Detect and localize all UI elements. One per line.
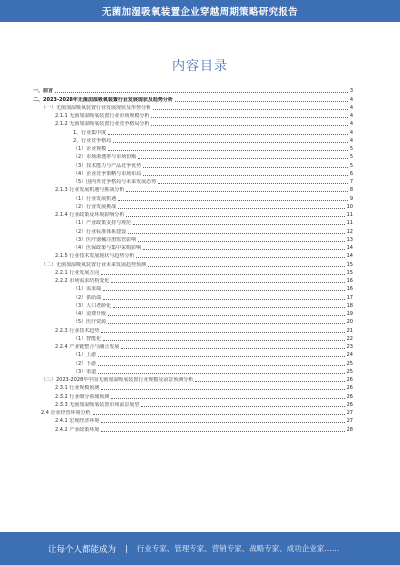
toc-entry-page: 14 (346, 253, 353, 260)
toc-leader-dots (138, 237, 344, 242)
toc-entry[interactable] (33, 103, 353, 111)
toc-entry-page: 27 (346, 418, 353, 425)
toc-entry-page: 27 (346, 410, 353, 416)
toc-entry-page: 8 (349, 187, 353, 194)
toc-entry-page: 26 (346, 385, 353, 392)
toc-entry-label: 2.2.4 产业链整合与融合发展 (55, 344, 120, 350)
toc-leader-dots (143, 245, 344, 250)
toc-entry-page: 15 (346, 269, 353, 276)
toc-entry-label: 2.2.1 行业发展方向 (55, 269, 100, 276)
toc-entry[interactable] (33, 86, 353, 94)
toc-leader-dots (126, 187, 347, 192)
toc-entry-page: 25 (346, 360, 353, 367)
toc-entry[interactable] (33, 334, 353, 342)
toc-entry-page: 4 (349, 121, 353, 128)
toc-entry-page: 4 (349, 129, 353, 136)
toc-leader-dots (111, 394, 344, 399)
toc-entry[interactable] (33, 367, 353, 375)
toc-entry[interactable] (33, 424, 353, 432)
toc-entry-label: 一、前言 (33, 88, 54, 95)
toc-entry-page: 17 (346, 294, 353, 301)
toc-entry[interactable] (33, 301, 353, 309)
toc-entry-label: 2.3.1 行业规模预测 (55, 385, 100, 392)
toc-entry-page: 9 (349, 195, 353, 202)
toc-entry-page: 15 (346, 261, 353, 268)
toc-entry-label: 2.1.3 行业发展机遇与挑战分析 (55, 187, 125, 194)
toc-entry[interactable] (33, 325, 353, 333)
toc-entry-label: （二）无菌加湿吸氧装置行业未来发展趋势预测 (41, 261, 147, 268)
toc-entry-label: 2.1.1 无菌加湿吸氧装置行业市场规模分析 (55, 113, 150, 119)
page-footer (0, 532, 400, 565)
toc-entry[interactable] (33, 243, 353, 251)
toc-entry-label: （2）市场渗透率与市场份额 (73, 154, 137, 161)
toc-entry[interactable] (33, 210, 353, 218)
toc-leader-dots (111, 278, 344, 283)
toc-entry-page: 21 (346, 327, 353, 334)
toc-leader-dots (108, 311, 344, 316)
toc-leader-dots (148, 262, 345, 267)
toc-entry[interactable] (33, 169, 353, 177)
toc-entry-label: （三）2023-2028年中国无菌加湿吸氧装置行业规模及前景预测分析 (41, 377, 194, 383)
toc-entry-label: （1）企业规模 (73, 146, 107, 152)
toc-leader-dots (143, 171, 348, 176)
toc-entry-page: 5 (349, 162, 353, 169)
toc-entry-label: （2）行业标准体系建设 (73, 228, 127, 235)
toc-leader-dots (175, 97, 348, 102)
toc-entry-label: （2）供给端 (73, 294, 102, 301)
toc-entry-page: 11 (346, 220, 353, 227)
toc-entry-page: 4 (349, 113, 353, 119)
toc-entry[interactable] (33, 309, 353, 317)
toc-leader-dots (126, 212, 344, 217)
toc-entry-page: 5 (349, 146, 353, 152)
toc-entry-page: 10 (346, 203, 353, 210)
toc-leader-dots (101, 385, 344, 390)
toc-entry-label: （2）行业发展挑战 (73, 203, 117, 210)
toc-entry-label: 2.4 企业经营环境分析 (41, 410, 91, 416)
toc-entry-label: 2.2.2 市场需求结构变化 (55, 278, 110, 284)
toc-entry-page: 13 (346, 236, 353, 243)
toc-entry[interactable] (33, 383, 353, 391)
toc-leader-dots (158, 179, 348, 184)
toc-entry-page: 3 (349, 88, 353, 95)
toc-entry[interactable] (33, 284, 353, 292)
toc-entry-page: 28 (346, 426, 353, 433)
toc-entry-label: 2.1.2 无菌加湿吸氧装置行业竞争格局分析 (55, 121, 150, 128)
toc-leader-dots (151, 121, 347, 126)
toc-entry-label: 2.2.3 行业技术趋势 (55, 327, 100, 334)
toc-entry[interactable] (33, 136, 353, 144)
toc-leader-dots (118, 204, 344, 209)
toc-entry-label: （1）上游 (73, 352, 97, 359)
toc-entry[interactable] (33, 111, 353, 119)
toc-entry[interactable] (33, 400, 353, 408)
toc-leader-dots (195, 377, 344, 382)
toc-entry-page: 11 (346, 212, 353, 218)
toc-entry[interactable] (33, 342, 353, 350)
page-header (0, 0, 400, 22)
toc-entry-page: 19 (346, 311, 353, 317)
toc-entry[interactable] (33, 251, 353, 259)
toc-entry-label: （4）消费升级 (73, 311, 107, 317)
toc-entry-label: （4）企业竞争策略与市场布局 (73, 170, 142, 177)
toc-leader-dots (143, 163, 348, 168)
toc-entry-page: 12 (346, 228, 353, 235)
toc-leader-dots (101, 427, 344, 432)
toc-entry[interactable] (33, 177, 353, 185)
toc-leader-dots (121, 344, 344, 349)
toc-entry[interactable] (33, 202, 353, 210)
toc-entry-label: 2.4.1 宏观经济环境 (55, 418, 100, 425)
toc-entry-page: 23 (346, 344, 353, 350)
toc-entry-label: （1）产业政策支持与规范 (73, 220, 132, 227)
toc-entry-label: 2.4.2 产业政策环境 (55, 426, 100, 433)
toc-entry-label: 二、2023-2028年无菌加湿吸氧装置行业发展现状及趋势分析 (33, 96, 173, 103)
toc-entry-label: （一）无菌加湿吸氧装置行业发展现状及形势分析 (41, 104, 152, 111)
toc-entry[interactable] (33, 127, 353, 135)
toc-entry-label: （1）行业发展机遇 (73, 195, 117, 202)
toc-leader-dots (108, 130, 348, 135)
toc-leader-dots (103, 286, 344, 291)
toc-entry[interactable] (33, 185, 353, 193)
toc-entry-label: （2）下游 (73, 360, 97, 367)
toc-entry[interactable] (33, 416, 353, 424)
toc-entry-label: 1、行业集中度 (73, 129, 107, 136)
toc-entry-label: （3）医疗器械注册监管影响 (73, 236, 137, 243)
footer-roles: 行业专家、管理专家、营销专家、战略专家、成功企业家…… (136, 544, 340, 553)
toc-leader-dots (133, 220, 344, 225)
report-title: 无菌加湿吸氧装置企业穿越周期策略研究报告 (101, 7, 298, 18)
toc-entry-page: 24 (346, 352, 353, 359)
toc-leader-dots (118, 196, 348, 201)
toc-entry[interactable] (33, 119, 353, 127)
toc-entry[interactable] (33, 391, 353, 399)
table-of-contents (33, 86, 353, 433)
toc-entry-page: 16 (346, 286, 353, 293)
toc-entry[interactable] (33, 94, 353, 102)
toc-entry[interactable] (33, 317, 353, 325)
toc-entry[interactable] (33, 160, 353, 168)
toc-entry[interactable] (33, 193, 353, 201)
toc-entry-page: 22 (346, 335, 353, 342)
toc-entry-page: 4 (349, 104, 353, 111)
toc-entry-page: 16 (346, 278, 353, 284)
toc-entry-label: （3）渠道 (73, 368, 97, 375)
toc-entry[interactable] (33, 350, 353, 358)
toc-leader-dots (138, 154, 348, 159)
toc-leader-dots (108, 319, 344, 324)
toc-leader-dots (101, 270, 344, 275)
toc-entry-label: 2.3.2 行业细分领域预测 (55, 393, 110, 400)
toc-leader-dots (93, 410, 345, 415)
toc-entry[interactable] (33, 358, 353, 366)
toc-leader-dots (101, 328, 344, 333)
toc-leader-dots (113, 303, 344, 308)
toc-entry[interactable] (33, 276, 353, 284)
toc-leader-dots (141, 402, 344, 407)
toc-entry-label: 2.3.3 无菌加湿吸氧装置市场前景展望 (55, 401, 140, 408)
toc-entry-page: 4 (349, 137, 353, 144)
toc-entry-label: （5）医疗资源 (73, 319, 107, 326)
toc-entry-page: 7 (349, 179, 353, 185)
toc-entry-page: 26 (346, 377, 353, 383)
toc-entry-page: 4 (349, 96, 353, 103)
toc-entry-label: 2.1.4 行业政策及环境影响分析 (55, 212, 125, 218)
toc-heading: 内容目录 (171, 59, 228, 74)
toc-leader-dots (128, 229, 344, 234)
toc-entry-page: 6 (349, 170, 353, 177)
toc-entry-page: 20 (346, 319, 353, 326)
footer-divider: | (125, 544, 128, 553)
toc-entry[interactable] (33, 259, 353, 267)
toc-entry-page: 26 (346, 401, 353, 408)
toc-entry-page: 26 (346, 393, 353, 400)
toc-entry-page: 5 (349, 154, 353, 161)
toc-leader-dots (108, 146, 348, 151)
toc-entry[interactable] (33, 268, 353, 276)
toc-entry-label: （3）技术能力与产品竞争优势 (73, 162, 142, 169)
toc-entry[interactable] (33, 152, 353, 160)
toc-entry-label: 2、行业竞争格局 (73, 137, 112, 144)
toc-leader-dots (136, 253, 344, 258)
toc-entry-page: 14 (346, 245, 353, 251)
toc-entry-label: （1）需求端 (73, 286, 102, 293)
toc-entry[interactable] (33, 292, 353, 300)
toc-leader-dots (101, 418, 344, 423)
toc-entry-label: （5）国内外竞争格局与未来发展态势 (73, 179, 157, 185)
toc-leader-dots (55, 88, 348, 93)
toc-leader-dots (98, 369, 344, 374)
toc-entry[interactable] (33, 408, 353, 416)
toc-entry[interactable] (33, 226, 353, 234)
footer-slogan: 让每个人都能成为 (48, 544, 117, 555)
toc-entry[interactable] (33, 375, 353, 383)
toc-leader-dots (98, 361, 344, 366)
toc-leader-dots (103, 336, 344, 341)
toc-entry-page: 18 (346, 302, 353, 309)
toc-entry[interactable] (33, 218, 353, 226)
toc-entry-label: 2.1.5 行业技术发展现状与趋势分析 (55, 253, 135, 260)
toc-leader-dots (153, 105, 348, 110)
toc-leader-dots (98, 352, 344, 357)
toc-entry[interactable] (33, 235, 353, 243)
toc-entry-label: （4）医保政策与集中采购影响 (73, 245, 142, 251)
toc-entry-label: （1）智能化 (73, 335, 102, 342)
toc-leader-dots (113, 138, 348, 143)
toc-leader-dots (151, 113, 347, 118)
toc-entry-page: 25 (346, 368, 353, 375)
toc-entry-label: （3）人口老龄化 (73, 302, 112, 309)
toc-entry[interactable] (33, 144, 353, 152)
toc-leader-dots (103, 295, 344, 300)
